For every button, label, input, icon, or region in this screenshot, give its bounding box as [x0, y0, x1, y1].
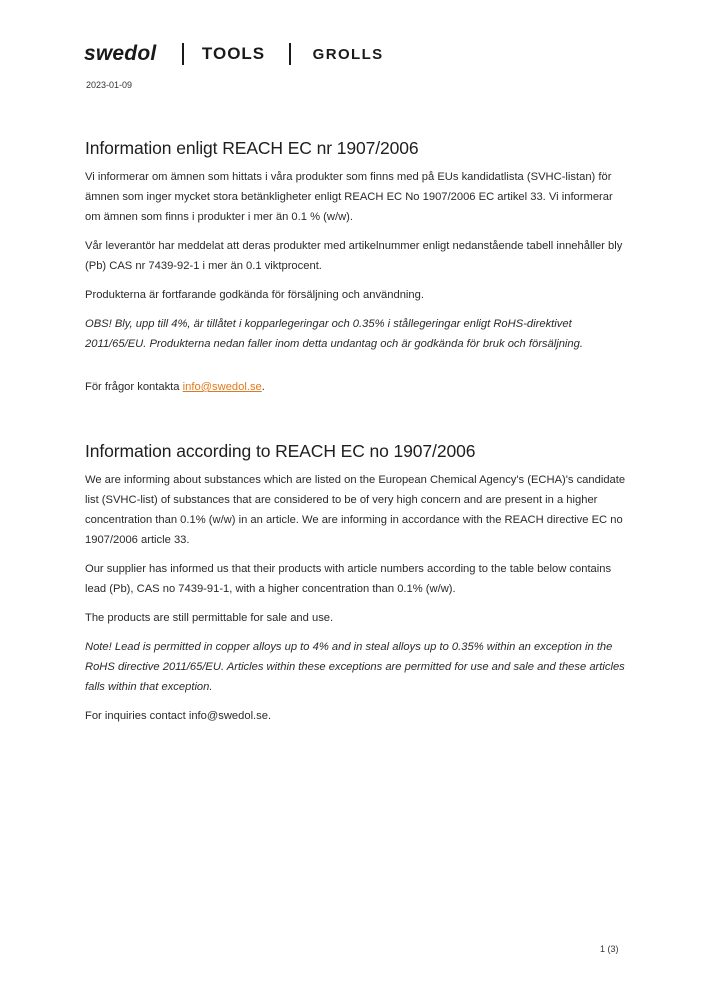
english-contact: For inquiries contact info@swedol.se.: [85, 710, 272, 722]
swedish-paragraph-1: Vi informerar om ämnen som hittats i våra produkter som finns med på EUs kandidatlista (SVHC-listan) för ämnen som inger mycket stora betänkligheter enligt REACH EC No 1907/2006 EC artikel 33. Vi informerar om ämnen som finns i produkter i mer än 0.1 % (w/w).: [85, 171, 613, 223]
document-date: 2023-01-09: [86, 80, 133, 90]
logo-divider: [182, 43, 184, 65]
english-paragraph-3: The products are still permittable for sale and use.: [85, 612, 334, 624]
english-paragraph-2: Our supplier has informed us that their products with article numbers according to the table below contains lead (Pb), CAS no 7439-91-1, with a higher concentration than 0.1% (w/w).: [85, 563, 612, 595]
swedish-title: Information enligt REACH EC nr 1907/2006: [85, 138, 419, 158]
english-paragraph-1: We are informing about substances which are listed on the European Chemical Agency's (ECHA)'s candidate list (SVHC-list) of substances that are considered to be of very high concern and are present in a higher concentration than 0.1% (w/w) in an article. We are informing in accordance with the REACH directive EC no 1907/2006 article 33.: [85, 474, 626, 546]
logo-divider: [289, 43, 291, 65]
english-section: [85, 441, 630, 735]
english-title: Information according to REACH EC no 1907/2006: [85, 441, 476, 461]
grolls-logo: GROLLS: [312, 45, 384, 63]
page-number: 1 (3): [600, 944, 619, 954]
swedish-contact: [85, 377, 630, 397]
spacer: [85, 363, 630, 377]
swedol-logo: swedol: [84, 42, 157, 65]
contact-email-link[interactable]: info@swedol.se: [182, 381, 262, 393]
swedish-paragraph-note: OBS! Bly, upp till 4%, är tillåtet i kopparlegeringar och 0.35% i stållegeringar enligt RoHS-direktivet 2011/65/EU. Produkterna nedan faller inom detta undantag och är godkända för bruk och försäljning.: [85, 318, 583, 350]
contact-suffix: .: [261, 381, 265, 393]
contact-prefix: För frågor kontakta: [85, 381, 183, 393]
brand-logos: [84, 38, 384, 70]
english-paragraph-note: Note! Lead is permitted in copper alloys up to 4% and in steal alloys up to 0.35% within an exception in the RoHS directive 2011/65/EU. Articles within these exceptions are permitted for use and sale and these articles falls within that exception.: [85, 641, 625, 693]
swedish-section: [85, 138, 630, 406]
swedish-paragraph-2: Vår leverantör har meddelat att deras produkter med artikelnummer enligt nedanstående tabell innehåller bly (Pb) CAS nr 7439-92-1 i mer än 0.1 viktprocent.: [85, 240, 623, 272]
tools-logo: TOOLS: [201, 44, 266, 63]
swedish-paragraph-3: Produkterna är fortfarande godkända för försäljning och användning.: [85, 289, 424, 301]
